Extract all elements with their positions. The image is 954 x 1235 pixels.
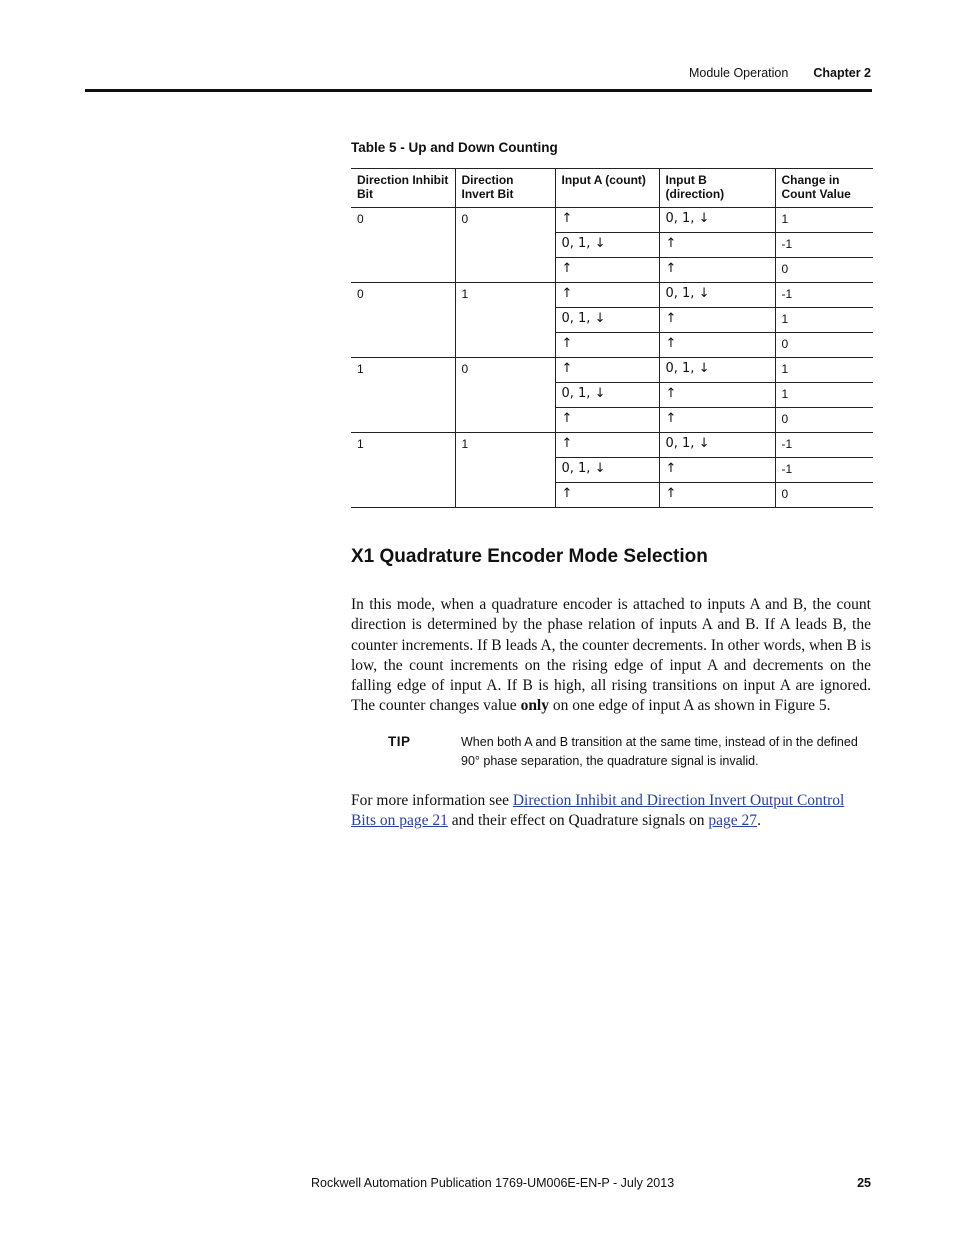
cell-change: 0 xyxy=(775,258,873,283)
cell-change: 0 xyxy=(775,483,873,508)
cell-input-a: 0, 1, ↓ xyxy=(555,308,659,333)
cell-input-b: 0, 1, ↓ xyxy=(659,208,775,233)
cell-input-a: ↑ xyxy=(555,483,659,508)
table-row xyxy=(351,208,873,233)
cell-input-b: ↑ xyxy=(659,483,775,508)
para1-text-b: on one edge of input A as shown in Figure 5. xyxy=(549,697,831,715)
cell-input-b: ↑ xyxy=(659,258,775,283)
cell-change: 0 xyxy=(775,408,873,433)
section-heading: X1 Quadrature Encoder Mode Selection xyxy=(351,546,708,567)
cell-input-a: ↑ xyxy=(555,258,659,283)
cell-input-b: ↑ xyxy=(659,408,775,433)
cell-change: -1 xyxy=(775,233,873,258)
cell-change: 1 xyxy=(775,208,873,233)
table-row xyxy=(351,358,873,383)
cell-change: 0 xyxy=(775,333,873,358)
page-number: 25 xyxy=(857,1176,871,1190)
cell-input-a: ↑ xyxy=(555,433,659,458)
cell-inhibit: 1 xyxy=(351,433,455,508)
header-section: Module Operation xyxy=(688,66,789,80)
cell-invert: 1 xyxy=(455,283,555,358)
link-direction-bits-page-21[interactable]: Direction Inhibit and Direction Invert Output Control Bits on page 21 xyxy=(351,792,845,830)
col-header-change: Change in Count Value xyxy=(775,169,873,208)
para2-text-a: For more information see xyxy=(351,792,513,809)
tip-text: When both A and B transition at the same time, instead of in the defined 90° phase separation, the quadrature signal is invalid. xyxy=(461,735,858,768)
cell-change: 1 xyxy=(775,358,873,383)
table-caption: Table 5 - Up and Down Counting xyxy=(351,140,558,155)
body-paragraph xyxy=(351,595,871,717)
cell-input-b: ↑ xyxy=(659,333,775,358)
footer-publication: Rockwell Automation Publication 1769-UM006E-EN-P - July 2013 xyxy=(311,1176,675,1190)
cell-input-a: ↑ xyxy=(555,333,659,358)
cell-input-b: 0, 1, ↓ xyxy=(659,358,775,383)
cell-input-a: 0, 1, ↓ xyxy=(555,458,659,483)
cell-input-b: ↑ xyxy=(659,308,775,333)
cell-invert: 0 xyxy=(455,208,555,283)
col-header-invert: Direction Invert Bit xyxy=(455,169,555,208)
tip-label: TIP xyxy=(388,734,411,749)
col-header-inhibit: Direction Inhibit Bit xyxy=(351,169,455,208)
cell-inhibit: 1 xyxy=(351,358,455,433)
cell-invert: 1 xyxy=(455,433,555,508)
cell-input-b: 0, 1, ↓ xyxy=(659,433,775,458)
cell-input-b: 0, 1, ↓ xyxy=(659,283,775,308)
cell-input-a: ↑ xyxy=(555,283,659,308)
cell-inhibit: 0 xyxy=(351,208,455,283)
header-rule xyxy=(85,89,872,92)
cell-input-a: 0, 1, ↓ xyxy=(555,233,659,258)
para1-text-a: In this mode, when a quadrature encoder is attached to inputs A and B, the count direction is determined by the phase relation of inputs A and B. If A leads B, the counter increments. If B leads A, the counter decrements. In other words, when B is low, the count increments on the rising edge of input A and decrements on the falling edge of input A. If B is high, all rising transitions on input A are ignored. The counter changes value xyxy=(351,596,871,715)
table-header-row xyxy=(351,169,873,208)
cell-input-b: ↑ xyxy=(659,458,775,483)
cell-change: -1 xyxy=(775,283,873,308)
cell-change: 1 xyxy=(775,383,873,408)
more-info-paragraph xyxy=(351,791,871,832)
cell-input-b: ↑ xyxy=(659,233,775,258)
table-row xyxy=(351,283,873,308)
header-chapter: Chapter 2 xyxy=(813,66,871,80)
running-header xyxy=(689,66,871,80)
para1-bold: only xyxy=(520,697,549,715)
cell-input-b: ↑ xyxy=(659,383,775,408)
table-row xyxy=(351,433,873,458)
para2-text-c: . xyxy=(757,812,761,830)
link-page-27[interactable]: page 27 xyxy=(708,812,758,830)
cell-input-a: ↑ xyxy=(555,408,659,433)
counting-table xyxy=(351,168,873,508)
col-header-input-a: Input A (count) xyxy=(555,169,659,208)
cell-input-a: ↑ xyxy=(555,358,659,383)
cell-invert: 0 xyxy=(455,358,555,433)
cell-input-a: 0, 1, ↓ xyxy=(555,383,659,408)
cell-change: 1 xyxy=(775,308,873,333)
col-header-input-b: Input B (direction) xyxy=(659,169,775,208)
cell-inhibit: 0 xyxy=(351,283,455,358)
cell-change: -1 xyxy=(775,433,873,458)
cell-change: -1 xyxy=(775,458,873,483)
para2-text-b: and their effect on Quadrature signals on xyxy=(447,812,709,830)
cell-input-a: ↑ xyxy=(555,208,659,233)
